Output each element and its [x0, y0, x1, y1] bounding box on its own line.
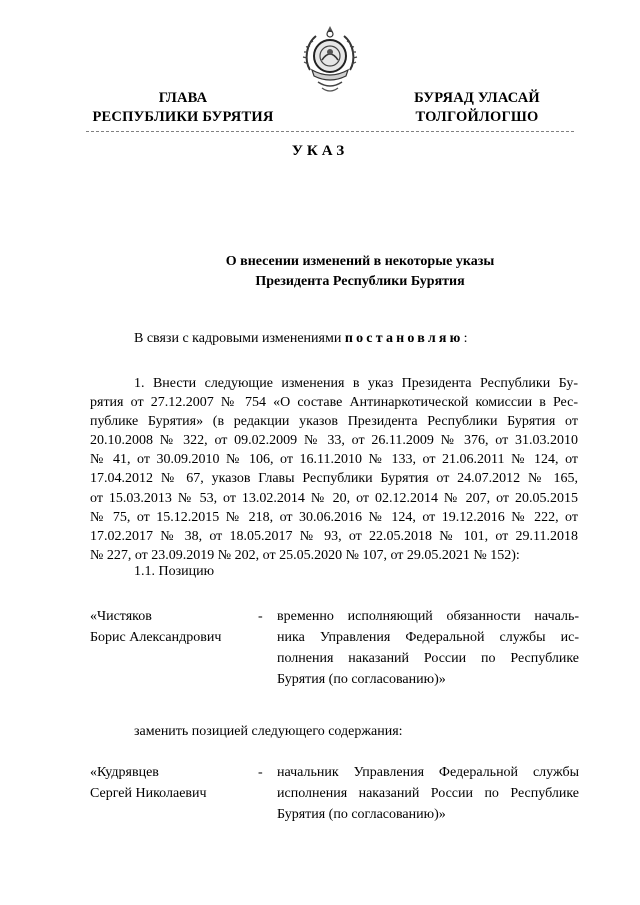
paragraph-line: публике Бурятия» (в редакции указов Президента Республики Бурятия от [90, 414, 578, 430]
preamble-colon: : [463, 331, 468, 346]
old-position-dash: - [258, 609, 263, 624]
coat-of-arms-icon [300, 20, 360, 100]
header-divider [86, 131, 574, 132]
header-left [78, 89, 288, 127]
header-right-line2: ТОЛГОЙЛОГШО [415, 109, 539, 125]
old-position-name [90, 606, 260, 648]
paragraph-line: 1. Внести следующие изменения в указ Президента Республики Бу- [134, 376, 578, 391]
preamble-resolve-word: постановляю [344, 331, 464, 346]
title-line1: О внесении изменений в некоторые указы [225, 254, 495, 269]
paragraph-line: № 41, от 30.09.2010 № 106, от 16.11.2010 № 133, от 21.06.2011 № 124, от [90, 452, 578, 468]
description-line: Бурятия (по согласованию)» [277, 672, 446, 687]
description-line: Бурятия (по согласованию)» [277, 807, 446, 822]
paragraph-1 [90, 374, 578, 565]
title-line2: Президента Республики Бурятия [255, 274, 465, 289]
paragraph-line: № 75, от 15.12.2015 № 218, от 30.06.2016 № 124, от 19.12.2016 № 222, от [90, 509, 578, 525]
new-position-dash: - [258, 765, 263, 780]
preamble [134, 331, 467, 347]
document-title [80, 252, 640, 292]
preamble-text: В связи с кадровыми изменениями [134, 331, 345, 346]
new-name-surname: «Кудрявцев [90, 765, 159, 780]
paragraph-line: № 227, от 23.09.2019 № 202, от 25.05.2020 № 107, от 29.05.2021 № 152): [90, 547, 520, 563]
subpoint-1-1: 1.1. Позицию [134, 564, 215, 579]
description-line: начальник Управления Федеральной службы [277, 765, 579, 780]
description-line: полнения наказаний России по Республике [277, 651, 579, 666]
header-right-line1: БУРЯАД УЛАСАЙ [414, 90, 540, 106]
document-type: УКАЗ [291, 143, 349, 159]
old-position-description [277, 606, 579, 690]
old-name-given: Борис Александрович [90, 630, 222, 645]
paragraph-line: 17.02.2017 № 38, от 18.05.2017 № 93, от 22.05.2018 № 101, от 29.11.2018 [90, 528, 578, 544]
new-position-name [90, 762, 260, 804]
new-name-given: Сергей Николаевич [90, 786, 207, 801]
paragraph-line: 20.10.2008 № 322, от 09.02.2009 № 33, от 26.11.2009 № 376, от 31.03.2010 [90, 433, 578, 449]
description-line: ника Управления Федеральной службы ис- [277, 630, 579, 645]
description-line: временно исполняющий обязанности началь- [277, 609, 579, 624]
paragraph-line: рятия от 27.12.2007 № 754 «О составе Антинаркотической комиссии в Рес- [90, 395, 578, 411]
header-left-line2: РЕСПУБЛИКИ БУРЯТИЯ [92, 109, 274, 125]
header-left-line1: ГЛАВА [158, 90, 208, 106]
replace-instruction: заменить позицией следующего содержания: [134, 724, 403, 739]
header-right [382, 89, 572, 127]
new-position-description [277, 762, 579, 825]
old-name-surname: «Чистяков [90, 609, 152, 624]
paragraph-line: 17.04.2012 № 67, указов Главы Республики Бурятия от 24.07.2012 № 165, [90, 471, 578, 487]
paragraph-line: от 15.03.2013 № 53, от 13.02.2014 № 20, от 02.12.2014 № 207, от 20.05.2015 [90, 490, 578, 506]
description-line: исполнения наказаний России по Республике [277, 786, 579, 801]
